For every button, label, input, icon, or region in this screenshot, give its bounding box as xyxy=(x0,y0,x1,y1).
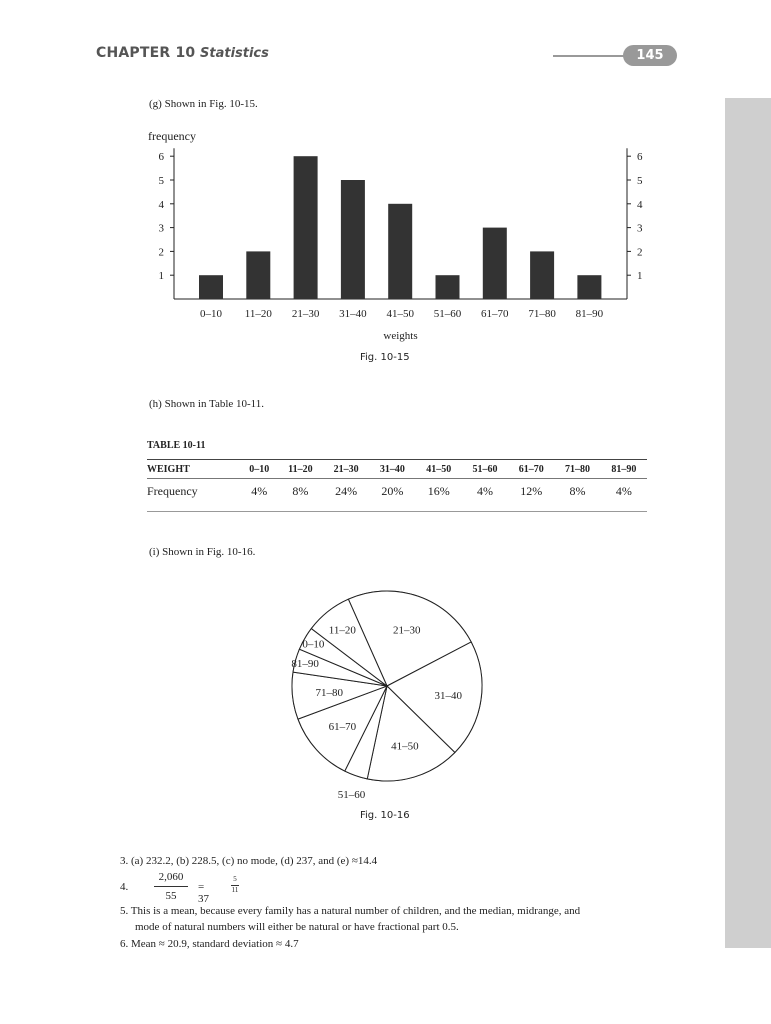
bar xyxy=(483,228,507,299)
table-header-row xyxy=(147,460,647,479)
pie-slice-label: 61–70 xyxy=(328,721,357,734)
bar xyxy=(199,275,223,299)
pie-slice-label: 31–40 xyxy=(434,690,463,703)
x-tick-label: 61–70 xyxy=(481,308,509,320)
table-cell: 12% xyxy=(508,479,554,512)
x-tick-label: 31–40 xyxy=(339,308,367,320)
x-tick-label: 71–80 xyxy=(528,308,556,320)
table-cell: 8% xyxy=(554,479,600,512)
table-header-cell: 11–20 xyxy=(278,460,323,479)
table-cell: 8% xyxy=(278,479,323,512)
pie-chart-fig-10-16 xyxy=(270,590,510,810)
answer-4-fraction-den: 11 xyxy=(231,886,239,894)
bar xyxy=(388,204,412,299)
pie-slice-label: 41–50 xyxy=(391,740,419,753)
table-title: TABLE 10-11 xyxy=(147,440,206,451)
table-cell: 4% xyxy=(462,479,508,512)
y-tick-label-left: 3 xyxy=(158,222,164,235)
table-header-cell: 0–10 xyxy=(241,460,278,479)
table-cell: 4% xyxy=(241,479,278,512)
x-tick-label: 51–60 xyxy=(433,308,462,320)
x-tick-label: 11–20 xyxy=(244,308,272,320)
y-axis-label: frequency xyxy=(148,129,196,144)
table-header-cell: WEIGHT xyxy=(147,460,241,479)
pie-slice-label: 21–30 xyxy=(392,624,421,637)
table-header-cell: 61–70 xyxy=(508,460,554,479)
page-number-badge: 145 xyxy=(623,45,677,66)
table-header-cell: 51–60 xyxy=(462,460,508,479)
y-tick-label-right: 6 xyxy=(637,151,643,164)
bar xyxy=(341,180,365,299)
fig-10-16-caption: Fig. 10-16 xyxy=(360,810,410,821)
y-tick-label-left: 2 xyxy=(158,246,164,259)
table-cell: 16% xyxy=(416,479,462,512)
answer-4-denominator: 55 xyxy=(165,890,177,902)
y-tick-label-left: 5 xyxy=(158,175,164,187)
answer-5-line-1: 5. This is a mean, because every family has a natural number of children, and the median, midrange, and xyxy=(120,905,581,917)
y-tick-label-left: 4 xyxy=(158,198,164,211)
table-cell: 20% xyxy=(369,479,415,512)
fraction-bar xyxy=(154,886,188,887)
y-tick-label-right: 4 xyxy=(637,198,643,211)
y-tick-label-right: 1 xyxy=(637,270,643,283)
table-header-cell: 21–30 xyxy=(323,460,369,479)
bar xyxy=(577,275,601,299)
answer-4-numerator: 2,060 xyxy=(158,871,184,883)
x-axis-label: weights xyxy=(383,330,418,342)
pie-slice-label: 81–90 xyxy=(291,658,319,671)
answer-4-equals: = 37 xyxy=(198,881,209,905)
part-g-text: (g) Shown in Fig. 10-15. xyxy=(149,98,258,110)
y-tick-label-left: 6 xyxy=(158,151,164,164)
chapter-heading: CHAPTER 10 xyxy=(96,45,196,61)
table-header-cell: 71–80 xyxy=(554,460,600,479)
pie-slice-label: 11–20 xyxy=(328,624,356,637)
answer-5-line-2: mode of natural numbers will either be natural or have fractional part 0.5. xyxy=(135,921,459,933)
answer-4-label: 4. xyxy=(120,881,129,893)
bar xyxy=(294,156,318,299)
y-tick-label-right: 2 xyxy=(637,246,643,259)
pie-slice-label: 0–10 xyxy=(302,638,325,651)
bar xyxy=(530,251,554,299)
x-tick-label: 21–30 xyxy=(291,308,320,320)
table-cell: 24% xyxy=(323,479,369,512)
x-tick-label: 81–90 xyxy=(575,308,604,320)
frequency-table xyxy=(147,459,647,512)
table-cell: Frequency xyxy=(147,479,241,512)
table-header-cell: 31–40 xyxy=(369,460,415,479)
bar xyxy=(436,275,460,299)
y-tick-label-right: 3 xyxy=(637,222,643,235)
y-tick-label-right: 5 xyxy=(637,175,643,187)
y-tick-label-left: 1 xyxy=(158,270,164,283)
answer-3: 3. (a) 232.2, (b) 228.5, (c) no mode, (d) 237, and (e) ≈14.4 xyxy=(120,855,378,867)
table-cell: 4% xyxy=(601,479,647,512)
pie-slice-label: 51–60 xyxy=(337,789,366,801)
table-row xyxy=(147,479,647,512)
answer-4-fraction-num: 5 xyxy=(233,875,237,883)
part-h-text: (h) Shown in Table 10-11. xyxy=(149,398,265,410)
part-i-text: (i) Shown in Fig. 10-16. xyxy=(149,546,256,558)
x-tick-label: 0–10 xyxy=(200,308,222,320)
answer-6: 6. Mean ≈ 20.9, standard deviation ≈ 4.7 xyxy=(120,938,299,950)
fig-10-15-caption: Fig. 10-15 xyxy=(360,352,410,363)
chapter-title: Statistics xyxy=(200,46,269,61)
bar-chart-fig-10-15 xyxy=(0,0,771,380)
table-header-cell: 81–90 xyxy=(601,460,647,479)
table-header-cell: 41–50 xyxy=(416,460,462,479)
x-tick-label: 41–50 xyxy=(386,308,414,320)
pie-slice-label: 71–80 xyxy=(315,687,344,700)
bar xyxy=(246,251,270,299)
